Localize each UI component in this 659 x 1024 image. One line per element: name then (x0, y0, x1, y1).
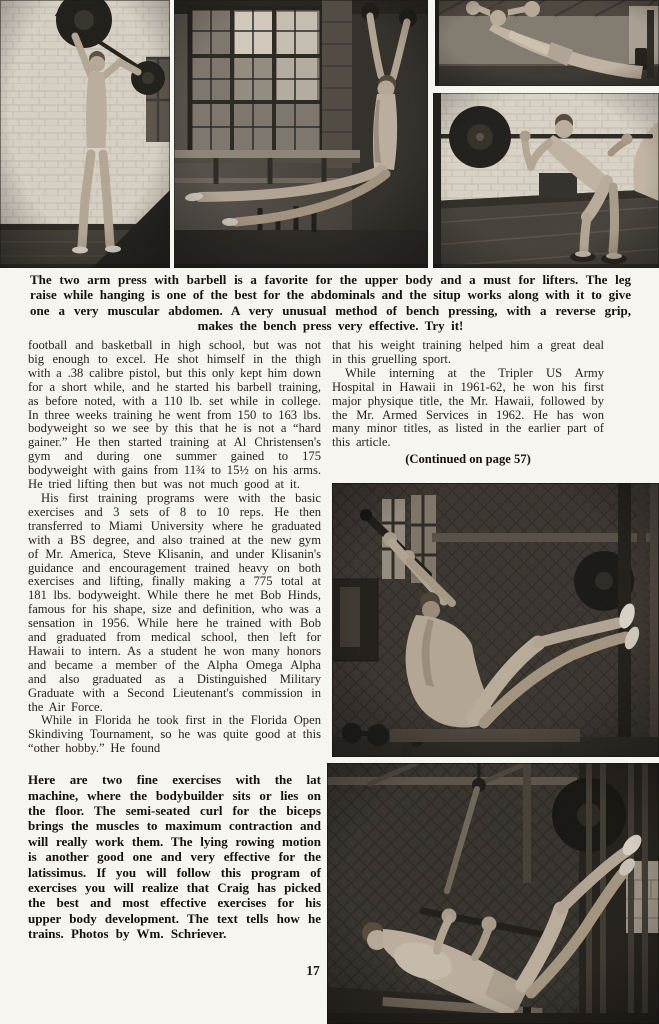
paragraph: While in Florida he took first in the Florida Open Skindiving Tournament, so he was quite good at this “other hobby.” He found (28, 713, 321, 756)
page-number: 17 (306, 963, 320, 978)
lat-machine-seated-illustration (332, 483, 659, 757)
photo-caption: The two arm press with barbell is a favorite for the upper body and a must for lifters. The leg raise while hanging is one of the best for the abdominals and the situp works along with it to give one a very muscular abdomen. A very unusual method of bench pressing, with a reverse grip, makes the bench press very effective. Try it! (30, 272, 631, 334)
paragraph: While interning at the Tripler US Army Hospital in Hawaii in 1961-62, he won his first major physique title, the Mr. Hawaii, followed by the Mr. Armed Services in 1962. He has won many minor titles, as listed in the earlier part of this article. (332, 365, 604, 450)
photo-situp (435, 0, 659, 86)
photo-reverse-grip-bench-press (433, 93, 659, 268)
paragraph: His first training programs were with the basic exercises and 3 sets of 8 to 10 reps. He then transferred to Miami University where he graduated with a BS degree, and also trained at the new gym of Mr. America, Steve Klisanin, and under Klisanin's guidance and encouragement trained heavy on both exercises and lifting, finally making a 775 total at 181 lbs. bodyweight. While there he met Bob Hinds, famous for his shape, size and definition, who was a sensation in 1956. While here he trained with Bob and graduated from medical school, then left for Hawaii to intern. As a student he won many honors and became a member of the Alpha Omega Alpha and also graduated as a Distinguished Military Graduate with a Second Lieutenant's commission in the Air Force. (28, 490, 321, 714)
lat-machine-lying-row-illustration (327, 763, 659, 1024)
two-arm-press-illustration (0, 0, 170, 268)
photo-two-arm-press (0, 0, 170, 268)
photo-lat-machine-seated (332, 483, 659, 757)
article-left-column (28, 339, 321, 942)
paragraph: football and basketball in high school, but was not big enough to excel. He shot himself in the thigh with a .38 calibre pistol, but this only kept him down for a short while, and he started his barbell training, as before noted, with a 110 lb. set while in college. In three weeks training he went from 150 to 163 lbs. bodyweight so we see by this that he is not a “hard gainer.” He then started training at Al Christensen's gym and during one summer gained to 175 bodyweight with gains from 11¾ to 15½ on his arms. He tried lifting then but was not much good at it. (28, 338, 321, 492)
photo-hanging-leg-raise (174, 0, 428, 268)
photo-lat-machine-lying-row (327, 763, 659, 1024)
reverse-grip-bench-press-illustration (433, 93, 659, 268)
hanging-leg-raise-illustration (174, 0, 428, 268)
exercise-note-paragraph: Here are two fine exercises with the lat machine, where the bodybuilder sits or lies on the floor. The semi-seated curl for the biceps brings the muscles to maximum contraction and will really work them. The lying rowing motion is another good one and very effective for the latissimus. If you will follow this program of exercises you will realize that Craig has picked the best and most effective exercises for his upper body development. The text tells how he trains. Photos by Wm. Schriever. (28, 772, 321, 942)
situp-illustration (435, 0, 659, 86)
article-right-column (332, 339, 604, 467)
paragraph: that his weight training helped him a great deal in this gruelling sport. (332, 338, 604, 366)
continued-note: (Continued on page 57) (405, 452, 531, 467)
